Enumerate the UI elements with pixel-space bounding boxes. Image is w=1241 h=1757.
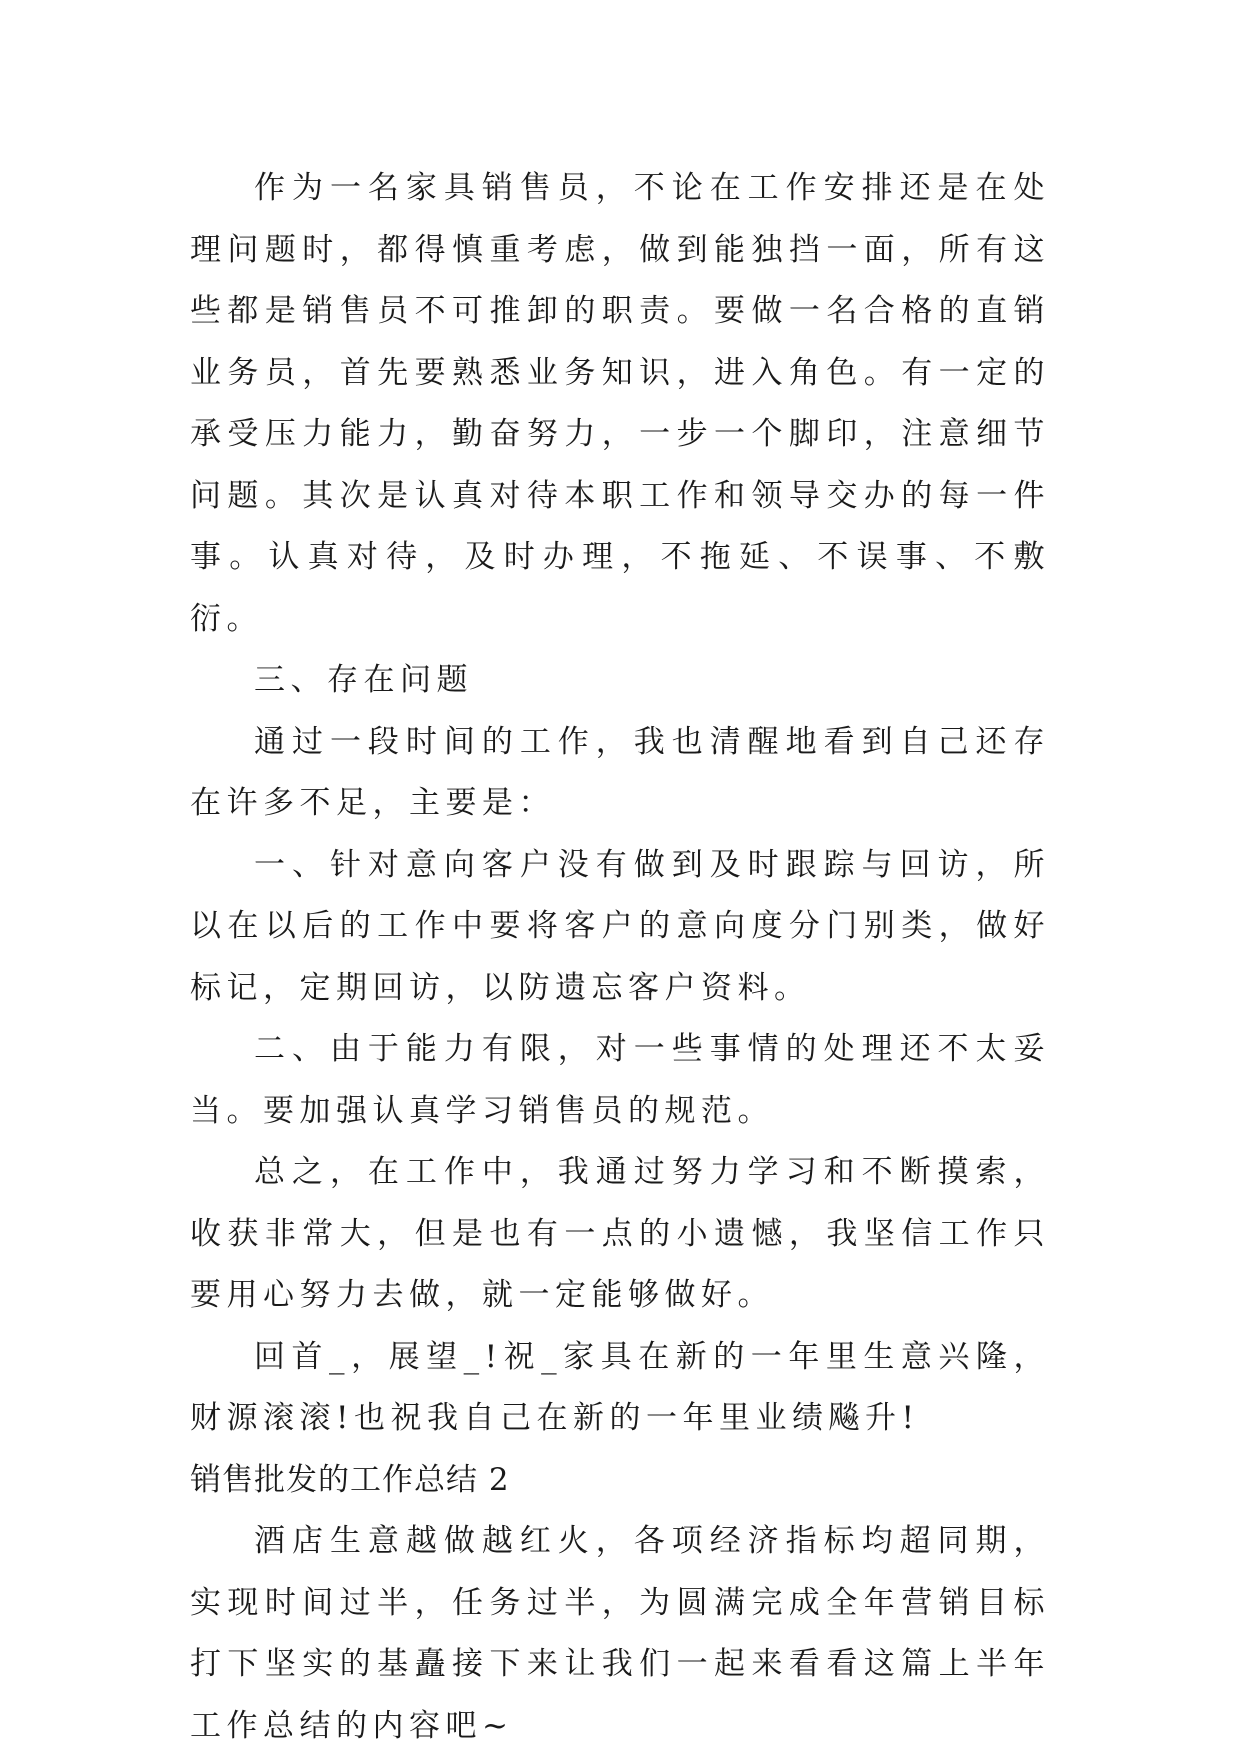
document-page: [190, 158, 1050, 1757]
section-heading-problems: 三、存在问题: [254, 662, 473, 698]
paragraph-conclusion: 总之，在工作中，我通过努力学习和不断摸索，收获非常大，但是也有一点的小遗憾，我坚信工作只要用心努力去做，就一定能够做好。: [190, 1154, 1050, 1313]
paragraph-problem-one: 一、针对意向客户没有做到及时跟踪与回访，所以在以后的工作中要将客户的意向度分门别类，做好标记，定期回访，以防遗忘客户资料。: [190, 846, 1050, 1006]
article-title-2: 销售批发的工作总结 2: [190, 1461, 510, 1498]
paragraph-problem-two: 二、由于能力有限，对一些事情的处理还不太妥当。要加强认真学习销售员的规范。: [190, 1031, 1050, 1129]
paragraph-wishes: 回首_，展望_!祝_家具在新的一年里生意兴隆，财源滚滚!也祝我自己在新的一年里业绩飚升!: [190, 1338, 1050, 1436]
paragraph-self-reflection: 通过一段时间的工作，我也清醒地看到自己还存在许多不足，主要是：: [190, 723, 1050, 821]
paragraph-hotel-intro: 酒店生意越做越红火，各项经济指标均超同期，实现时间过半，任务过半，为圆满完成全年营销目标打下坚实的基矗接下来让我们一起来看看这篇上半年工作总结的内容吧~: [190, 1523, 1050, 1744]
paragraph-duties: 作为一名家具销售员，不论在工作安排还是在处理问题时，都得慎重考虑，做到能独挡一面，所有这些都是销售员不可推卸的职责。要做一名合格的直销业务员，首先要熟悉业务知识，进入角色。有一定的承受压力能力，勤奋努力，一步一个脚印，注意细节问题。其次是认真对待本职工作和领导交办的每一件事。认真对待，及时办理，不拖延、不误事、不敷衍。: [190, 170, 1050, 637]
